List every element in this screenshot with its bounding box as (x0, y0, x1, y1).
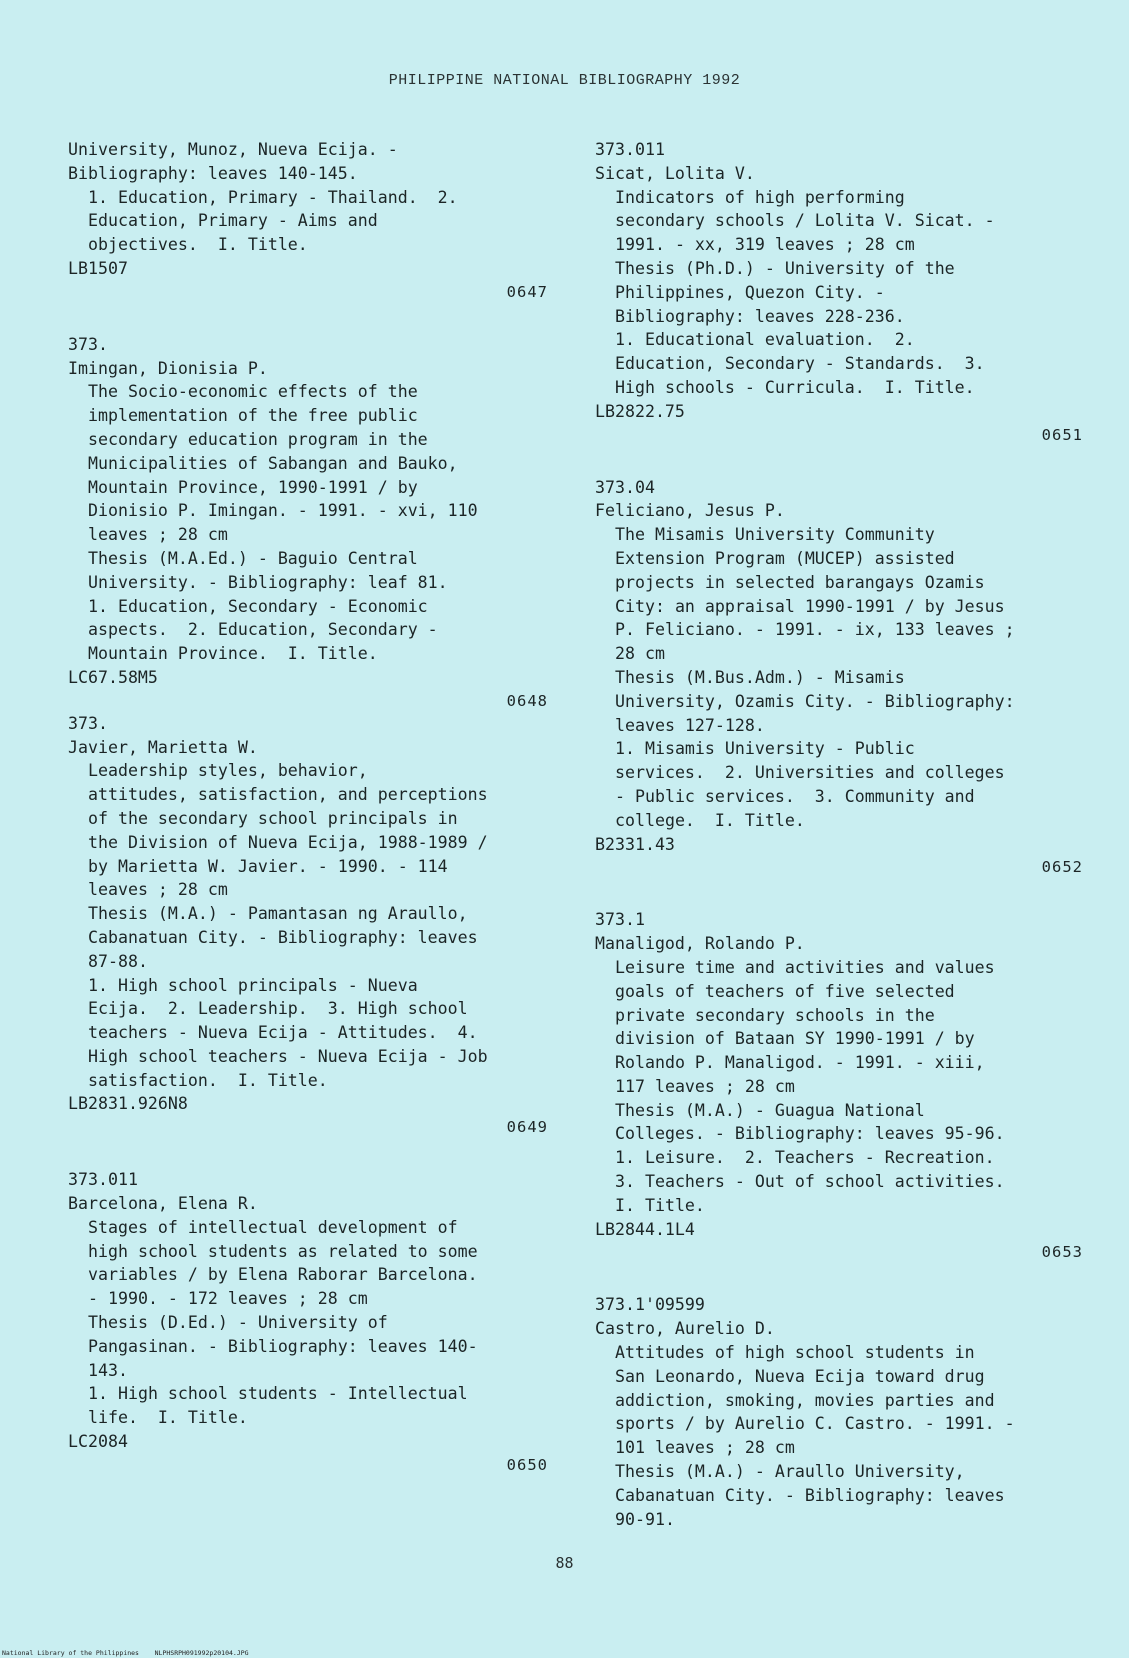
entry-call-number: LB2831.926N8 (68, 1094, 188, 1114)
entry-subjects: 1. Education, Secondary - Economic aspects. 2. Education, Secondary - Mountain Province. I. Title. (88, 596, 438, 664)
entry-number: 0649 (506, 1118, 548, 1137)
entry-author: Imingan, Dionisia P. (68, 358, 268, 378)
entry-class: 373.1 (595, 910, 645, 930)
entry-description: The Socio-economic effects of the implementation of the free public secondary education program in the Municipalities of Sabangan and Bauko, Mountain Province, 1990-1991 / by Dionisio P. Imingan. - 1991. - xvi, 110 leaves ; 28 cm (88, 382, 478, 545)
entry-thesis-note: Thesis (M.Bus.Adm.) - Misamis University, Ozamis City. - Bibliography: leaves 127-128. (615, 667, 1015, 735)
entry-thesis-note: Thesis (M.A.) - Araullo University, Cabanatuan City. - Bibliography: leaves 90-91. (615, 1462, 1005, 1529)
entry-class: 373.011 (595, 140, 665, 159)
right-column (595, 138, 1083, 1531)
entry-thesis-note: Thesis (M.A.) - Guagua National Colleges. - Bibliography: leaves 95-96. (615, 1100, 1005, 1144)
entry-author: Javier, Marietta W. (68, 737, 258, 757)
entry-thesis-note: Thesis (Ph.D.) - University of the Philippines, Quezon City. - Bibliography: leaves 228-236. (615, 258, 955, 326)
entry-call-number: B2331.43 (595, 834, 675, 854)
entry-number: 0647 (506, 282, 548, 301)
entry-description: The Misamis University Community Extension Program (MUCEP) assisted projects in selected barangays Ozamis City: an appraisal 1990-1991 / by Jesus P. Feliciano. - 1991. - ix, 133 leaves ; 28 cm (615, 525, 1015, 664)
entry-author: Castro, Aurelio D. (595, 1319, 775, 1339)
footer-source: National Library of the Philippines (2, 1649, 139, 1657)
entry-subjects: 1. High school principals - Nueva Ecija. 2. Leadership. 3. High school teachers - Nueva Ecija - Attitudes. 4. High school teachers - Nueva Ecija - Job satisfaction. I. Title. (88, 975, 488, 1090)
entry-class: 373.04 (595, 477, 655, 497)
entry-number: 0652 (1041, 858, 1083, 877)
bib-entry (68, 138, 548, 303)
entry-call-number: LB1507 (68, 258, 128, 278)
entry-class: 373.011 (68, 1170, 138, 1190)
entry-description: Stages of intellectual development of high school students as related to some variables / by Elena Raborar Barcelona. - 1990. - 172 leaves ; 28 cm (88, 1217, 478, 1309)
bib-entry (595, 908, 1083, 1263)
entry-description: Attitudes of high school students in San Leonardo, Nueva Ecija toward drug addiction, smoking, movies parties and sports / by Aurelio C. Castro. - 1991. - 101 leaves ; 28 cm (615, 1343, 1015, 1458)
entry-thesis-note: Thesis (M.A.) - Pamantasan ng Araullo, Cabanatuan City. - Bibliography: leaves 87-88. (88, 904, 478, 971)
entry-call-number: LB2822.75 (595, 401, 685, 421)
entry-author: Feliciano, Jesus P. (595, 501, 785, 521)
entry-number: 0648 (506, 691, 548, 710)
left-column (68, 138, 548, 1476)
entry-class: 373.1'09599 (595, 1295, 705, 1315)
entry-thesis-note: Thesis (M.A.Ed.) - Baguio Central University. - Bibliography: leaf 81. (88, 548, 448, 592)
bib-entry (595, 1293, 1083, 1531)
entry-author: Manaligod, Rolando P. (595, 934, 805, 954)
entry-call-number: LB2844.1L4 (595, 1219, 695, 1239)
entry-description: Leadership styles, behavior, attitudes, satisfaction, and perceptions of the secondary school principals in the Division of Nueva Ecija, 1988-1989 / by Marietta W. Javier. - 1990. - 114 leaves ; 28 cm (88, 761, 488, 900)
footer-filename: NLPHSRPH091992p20104.JPG (154, 1649, 249, 1657)
bib-entry (595, 476, 1083, 879)
page-number: 88 (555, 1554, 574, 1572)
bib-entry (595, 138, 1083, 446)
bib-entry (68, 1168, 548, 1476)
entry-call-number: LC67.58M5 (68, 667, 158, 687)
entry-subjects: 1. Misamis University - Public services. 2. Universities and colleges - Public services. 3. Community and college. I. Title. (615, 739, 1005, 830)
entry-number: 0653 (1041, 1243, 1083, 1262)
entry-number: 0650 (506, 1455, 548, 1474)
entry-class: 373. (68, 334, 108, 354)
entry-number: 0651 (1041, 425, 1083, 444)
scan-footer (2, 1649, 249, 1657)
entry-subjects: 1. Educational evaluation. 2. Education, Secondary - Standards. 3. High schools - Curricula. I. Title. (615, 330, 985, 397)
entry-thesis-note: Thesis (D.Ed.) - University of Pangasinan. - Bibliography: leaves 140- 143. (88, 1313, 478, 1380)
entry-description: Leisure time and activities and values goals of teachers of five selected private secondary schools in the division of Bataan SY 1990-1991 / by Rolando P. Manaligod. - 1991. - xiii, 117 leaves ; 28 cm (615, 957, 995, 1096)
bib-entry (68, 712, 548, 1139)
entry-class: 373. (68, 713, 108, 733)
entry-subjects: 1. High school students - Intellectual life. I. Title. (88, 1384, 468, 1428)
entry-description: Indicators of high performing secondary schools / Lolita V. Sicat. - 1991. - xx, 319 leaves ; 28 cm (615, 187, 995, 255)
entry-subjects: 1. Education, Primary - Thailand. 2. Education, Primary - Aims and objectives. I. Title. (88, 187, 458, 255)
entry-author: Barcelona, Elena R. (68, 1194, 258, 1214)
entry-subjects: 1. Leisure. 2. Teachers - Recreation. 3. Teachers - Out of school activities. I. Title. (615, 1148, 1005, 1215)
entry-author: Sicat, Lolita V. (595, 163, 755, 183)
entry-continuation: University, Munoz, Nueva Ecija. - Bibliography: leaves 140-145. (68, 140, 398, 183)
entry-call-number: LC2084 (68, 1432, 128, 1452)
bib-entry (68, 333, 548, 712)
page-header: PHILIPPINE NATIONAL BIBLIOGRAPHY 1992 (388, 72, 741, 89)
